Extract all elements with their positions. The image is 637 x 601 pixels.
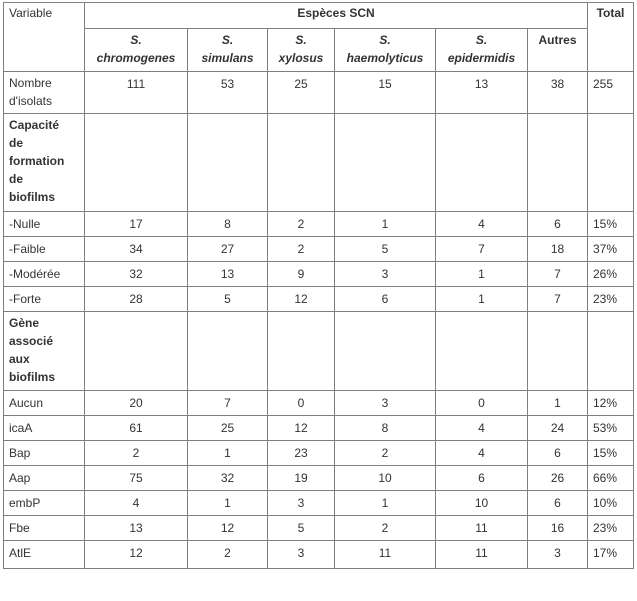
count-cell: 28 <box>85 287 188 312</box>
total-header: Total <box>588 3 634 72</box>
gene-row <box>4 441 634 466</box>
isolates-cell: 111 <box>85 72 188 114</box>
count-cell: 16 <box>528 516 588 541</box>
empty-cell <box>528 312 588 391</box>
empty-cell <box>335 312 436 391</box>
count-cell: 3 <box>335 391 436 416</box>
count-cell: 13 <box>188 262 268 287</box>
count-cell: 32 <box>188 466 268 491</box>
row-label: Fbe <box>4 516 85 541</box>
row-label: Bap <box>4 441 85 466</box>
count-cell: 3 <box>335 262 436 287</box>
empty-cell <box>188 114 268 212</box>
count-cell: 6 <box>528 212 588 237</box>
gene-row <box>4 466 634 491</box>
count-cell: 27 <box>188 237 268 262</box>
count-cell: 4 <box>436 212 528 237</box>
isolates-cell: 13 <box>436 72 528 114</box>
count-cell: 2 <box>268 212 335 237</box>
total-cell: 23% <box>588 516 634 541</box>
count-cell: 0 <box>436 391 528 416</box>
row-label: Aap <box>4 466 85 491</box>
count-cell: 18 <box>528 237 588 262</box>
species-header-xylosus: S. xylosus <box>268 29 335 72</box>
row-label: AtlE <box>4 541 85 569</box>
isolates-cell: 38 <box>528 72 588 114</box>
biofilm-capacity-row <box>4 237 634 262</box>
count-cell: 1 <box>436 287 528 312</box>
species-header-chromogenes: S. chromogenes <box>85 29 188 72</box>
count-cell: 3 <box>528 541 588 569</box>
gene-row <box>4 391 634 416</box>
total-cell: 15% <box>588 212 634 237</box>
count-cell: 13 <box>85 516 188 541</box>
count-cell: 12 <box>268 287 335 312</box>
species-group-header: Espèces SCN <box>85 3 588 29</box>
count-cell: 12 <box>85 541 188 569</box>
empty-cell <box>588 114 634 212</box>
count-cell: 1 <box>335 491 436 516</box>
count-cell: 4 <box>436 441 528 466</box>
empty-cell <box>528 114 588 212</box>
empty-cell <box>436 312 528 391</box>
total-cell: 12% <box>588 391 634 416</box>
count-cell: 12 <box>268 416 335 441</box>
count-cell: 2 <box>335 441 436 466</box>
count-cell: 0 <box>268 391 335 416</box>
isolates-cell: 15 <box>335 72 436 114</box>
count-cell: 10 <box>436 491 528 516</box>
row-label: -Modérée <box>4 262 85 287</box>
count-cell: 2 <box>268 237 335 262</box>
isolates-cell: 25 <box>268 72 335 114</box>
empty-cell <box>85 114 188 212</box>
row-label: embP <box>4 491 85 516</box>
biofilm-capacity-row <box>4 287 634 312</box>
total-cell: 10% <box>588 491 634 516</box>
empty-cell <box>188 312 268 391</box>
gene-row <box>4 416 634 441</box>
header-row <box>4 3 634 29</box>
count-cell: 1 <box>335 212 436 237</box>
species-header-simulans: S. simulans <box>188 29 268 72</box>
count-cell: 20 <box>85 391 188 416</box>
count-cell: 1 <box>436 262 528 287</box>
empty-cell <box>85 312 188 391</box>
count-cell: 4 <box>436 416 528 441</box>
total-cell: 15% <box>588 441 634 466</box>
gene-row <box>4 491 634 516</box>
total-cell: 66% <box>588 466 634 491</box>
count-cell: 8 <box>188 212 268 237</box>
count-cell: 7 <box>528 262 588 287</box>
row-label: -Nulle <box>4 212 85 237</box>
count-cell: 3 <box>268 541 335 569</box>
row-label: -Forte <box>4 287 85 312</box>
count-cell: 32 <box>85 262 188 287</box>
count-cell: 7 <box>528 287 588 312</box>
count-cell: 26 <box>528 466 588 491</box>
count-cell: 3 <box>268 491 335 516</box>
empty-cell <box>268 312 335 391</box>
empty-cell <box>588 312 634 391</box>
isolates-cell: 53 <box>188 72 268 114</box>
empty-cell <box>268 114 335 212</box>
species-header-row <box>4 29 634 72</box>
section-genes-label: Gène associé aux biofilms <box>4 312 85 391</box>
count-cell: 4 <box>85 491 188 516</box>
count-cell: 34 <box>85 237 188 262</box>
count-cell: 23 <box>268 441 335 466</box>
variable-header: Variable <box>4 3 85 72</box>
count-cell: 1 <box>188 441 268 466</box>
species-header-epidermidis: S. epidermidis <box>436 29 528 72</box>
biofilm-capacity-row <box>4 212 634 237</box>
count-cell: 6 <box>528 491 588 516</box>
gene-row <box>4 516 634 541</box>
count-cell: 8 <box>335 416 436 441</box>
section-genes-row <box>4 312 634 391</box>
count-cell: 7 <box>188 391 268 416</box>
total-cell: 23% <box>588 287 634 312</box>
total-cell: 37% <box>588 237 634 262</box>
count-cell: 11 <box>436 541 528 569</box>
count-cell: 9 <box>268 262 335 287</box>
row-label: Aucun <box>4 391 85 416</box>
gene-row <box>4 541 634 569</box>
count-cell: 12 <box>188 516 268 541</box>
total-cell: 26% <box>588 262 634 287</box>
count-cell: 6 <box>436 466 528 491</box>
row-label: icaA <box>4 416 85 441</box>
count-cell: 5 <box>188 287 268 312</box>
count-cell: 2 <box>188 541 268 569</box>
count-cell: 2 <box>85 441 188 466</box>
empty-cell <box>335 114 436 212</box>
count-cell: 10 <box>335 466 436 491</box>
section-biofilm-capacity-label: Capacité de formation de biofilms <box>4 114 85 212</box>
count-cell: 7 <box>436 237 528 262</box>
count-cell: 25 <box>188 416 268 441</box>
biofilm-capacity-row <box>4 262 634 287</box>
count-cell: 5 <box>268 516 335 541</box>
others-header: Autres <box>528 29 588 72</box>
isolates-label: Nombre d'isolats <box>4 72 85 114</box>
count-cell: 24 <box>528 416 588 441</box>
isolates-row <box>4 72 634 114</box>
count-cell: 2 <box>335 516 436 541</box>
total-cell: 53% <box>588 416 634 441</box>
total-cell: 17% <box>588 541 634 569</box>
empty-cell <box>436 114 528 212</box>
count-cell: 11 <box>436 516 528 541</box>
count-cell: 17 <box>85 212 188 237</box>
count-cell: 19 <box>268 466 335 491</box>
species-header-haemolyticus: S. haemolyticus <box>335 29 436 72</box>
count-cell: 11 <box>335 541 436 569</box>
count-cell: 61 <box>85 416 188 441</box>
section-biofilm-capacity-row <box>4 114 634 212</box>
count-cell: 6 <box>528 441 588 466</box>
biofilm-table <box>3 2 634 569</box>
row-label: -Faible <box>4 237 85 262</box>
count-cell: 1 <box>188 491 268 516</box>
count-cell: 5 <box>335 237 436 262</box>
count-cell: 75 <box>85 466 188 491</box>
isolates-total: 255 <box>588 72 634 114</box>
count-cell: 1 <box>528 391 588 416</box>
count-cell: 6 <box>335 287 436 312</box>
